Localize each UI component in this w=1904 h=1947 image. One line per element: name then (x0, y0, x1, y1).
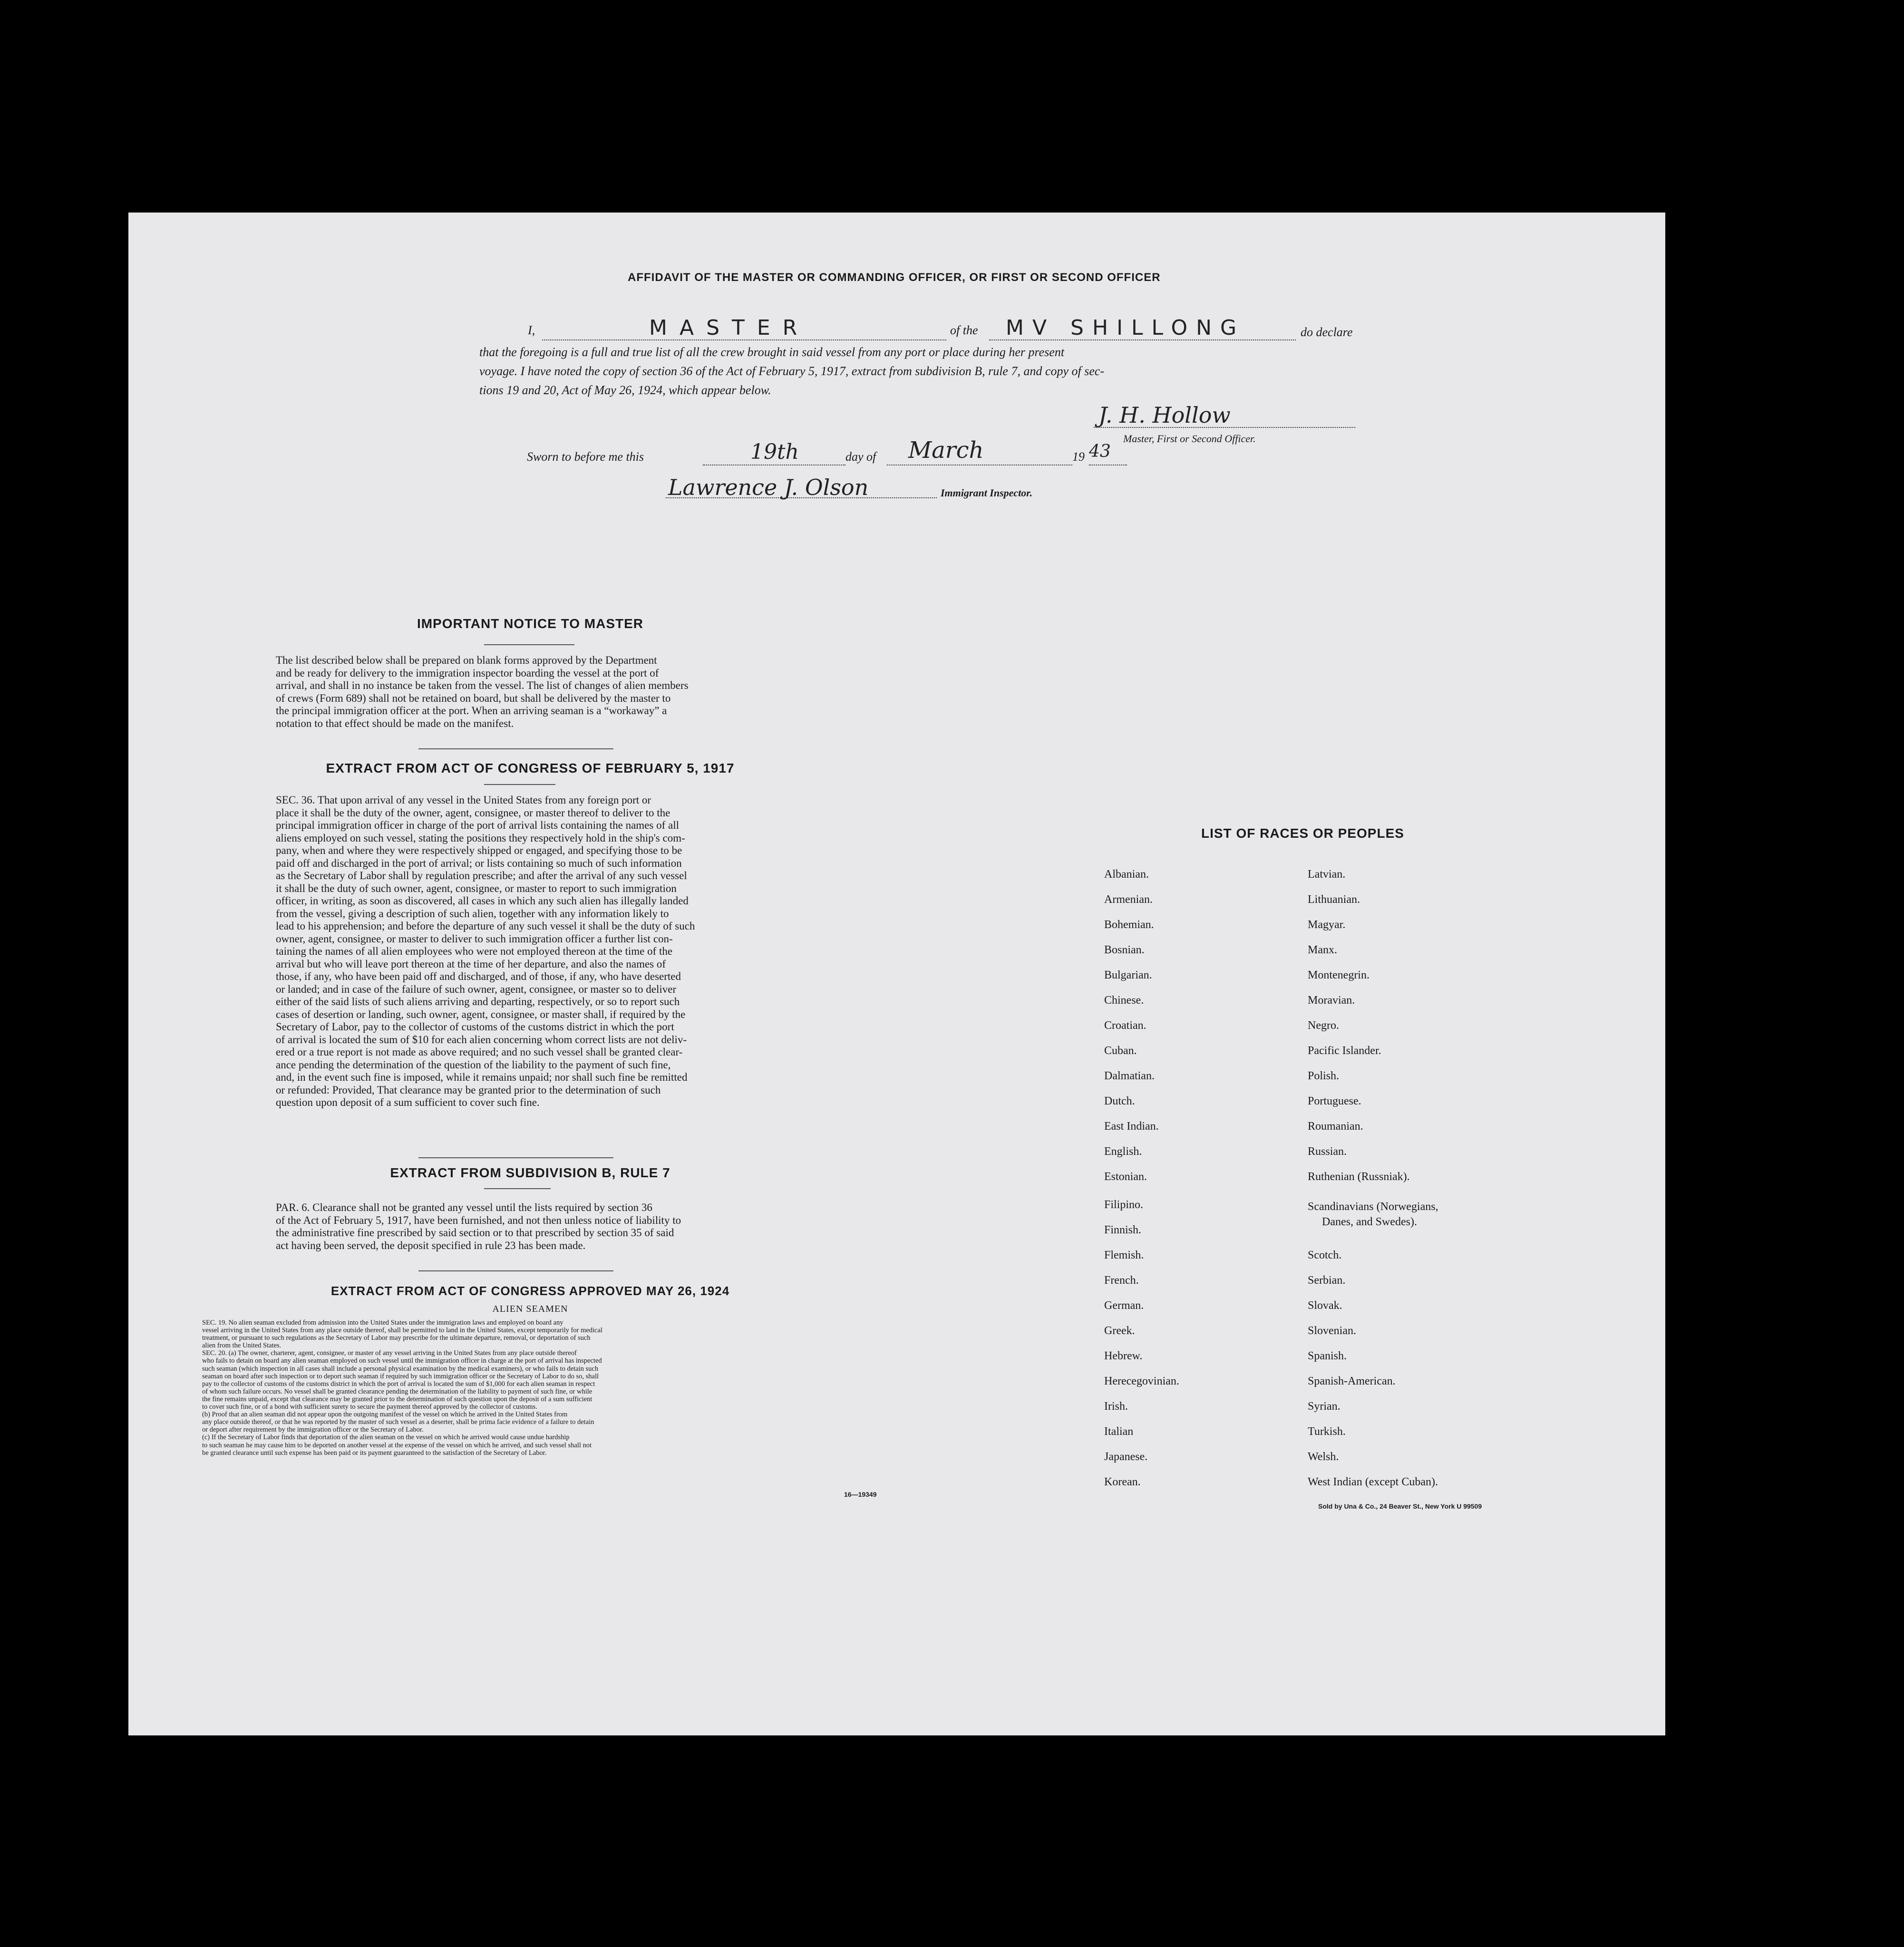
race-item: Scandinavians (Norwegians, (1308, 1201, 1438, 1213)
race-item: Magyar. (1308, 919, 1346, 931)
race-item: Albanian. (1104, 868, 1149, 881)
form-number: 16—19349 (844, 1491, 877, 1498)
race-item: German. (1104, 1299, 1144, 1312)
race-item: Pacific Islander. (1308, 1045, 1381, 1057)
act-1924-subtitle: ALIEN SEAMEN (492, 1304, 568, 1314)
declaration-line: tions 19 and 20, Act of May 26, 1924, which appear below. (479, 383, 771, 397)
month-value: March (908, 437, 984, 464)
race-item: Portuguese. (1308, 1095, 1361, 1107)
race-item: Syrian. (1308, 1400, 1341, 1413)
master-name-value: MASTER (649, 316, 810, 340)
inspector-signature-field[interactable] (666, 475, 937, 500)
race-item: Estonian. (1104, 1171, 1147, 1183)
divider (418, 1270, 613, 1271)
year-field[interactable] (1089, 442, 1127, 465)
declare-label: do declare (1301, 325, 1353, 339)
race-item: Scotch. (1308, 1249, 1342, 1261)
race-item: Cuban. (1104, 1045, 1137, 1057)
race-item: Ruthenian (Russniak). (1308, 1171, 1410, 1183)
inspector-caption: Immigrant Inspector. (941, 487, 1033, 499)
race-item: English. (1104, 1145, 1142, 1158)
act-1924-title: EXTRACT FROM ACT OF CONGRESS APPROVED MAY 26, 1924 (330, 1284, 730, 1298)
month-field[interactable] (887, 437, 1072, 465)
inspector-signature: Lawrence J. Olson (668, 475, 869, 500)
race-item: Russian. (1308, 1145, 1347, 1158)
race-item: Montenegrin. (1308, 969, 1370, 981)
i-label: I, (528, 323, 535, 337)
race-item: Japanese. (1104, 1451, 1148, 1463)
race-item: Spanish-American. (1308, 1375, 1396, 1387)
declaration-line: that the foregoing is a full and true list of all the crew brought in said vessel from any port or place during her present (479, 345, 1065, 359)
race-item: Dalmatian. (1104, 1070, 1155, 1082)
master-signature-field[interactable] (1094, 402, 1355, 428)
race-item: Chinese. (1104, 994, 1144, 1007)
race-item: French. (1104, 1274, 1139, 1287)
binder-hole (1731, 677, 1755, 701)
declaration-line: voyage. I have noted the copy of section 36 of the Act of February 5, 1917, extract from subdivision B, rule 7, and copy of sec- (479, 364, 1105, 378)
notice-title: IMPORTANT NOTICE TO MASTER (417, 616, 644, 631)
race-item: Flemish. (1104, 1249, 1144, 1261)
act-1917-text: SEC. 36. That upon arrival of any vessel in the United States from any foreign port or place it shall be the duty of the owner, agent, consignee, or master thereof to deliver to the principal immigration officer in charge of the port of arrival lists containing the names of all aliens employed on such vessel, stating the positions they respectively hold in the ship's com- pany, when and where they were respectively shipped or engaged, and specifying those to be paid off and discharged in the port of arrival; or lists containing so much of such information as the Secretary of Labor shall by regulation prescribe; and after the arrival of any such vessel it shall be the duty of such owner, agent, consignee, or master to report to such immigration officer, in writing, as soon as discovered, all cases in which any such alien has illegally landed from the vessel, giving a description of such alien, together with any information likely to lead to his apprehension; and before the departure of any such vessel it shall be the duty of such owner, agent, consignee, or master to deliver to such immigration officer a further list con- taining the names of all alien employees who were not employed thereon at the time of the arrival but who will leave port thereon at the time of her departure, and also the names of those, if any, who have been paid off and discharged, and of those, if any, who have deserted or landed; and in case of the failure of such owner, agent, consignee, or master so to deliver either of the said lists of such aliens arriving and departing, respectively, or so to report such cases of desertion or landing, such owner, agent, consignee, or master shall, if required by the Secretary of Labor, pay to the collector of customs of the customs district in which the port of arrival is located the sum of $10 for each alien concerning whom correct lists are not deliv- ered or a true report is not made as above required; and no such vessel shall be granted clear- ance pending the determination of the question of the liability to the payment of such fine, and, in the event such fine is imposed, while it remains unpaid; nor shall such fine be remitted or refunded: Provided, That clearance may be granted prior to the determination of such question upon deposit of a sum sufficient to cover such fine. (276, 794, 695, 1108)
race-item: Dutch. (1104, 1095, 1135, 1107)
day-field[interactable] (703, 440, 845, 465)
binder-hole (1733, 383, 1757, 407)
race-item: Croatian. (1104, 1019, 1146, 1032)
race-item: Bosnian. (1104, 944, 1145, 956)
race-item: Serbian. (1308, 1274, 1346, 1287)
year-prefix: 19 (1072, 450, 1085, 464)
race-item: Irish. (1104, 1400, 1128, 1413)
divider (418, 1157, 613, 1158)
divider (484, 644, 574, 645)
race-item: Greek. (1104, 1325, 1135, 1337)
race-item: Moravian. (1308, 994, 1355, 1007)
vessel-name-value: MV SHILLONG (1006, 316, 1245, 340)
race-item: Spanish. (1308, 1350, 1347, 1362)
race-item: Hebrew. (1104, 1350, 1143, 1362)
divider (484, 784, 555, 785)
vessel-name-field[interactable] (989, 316, 1296, 340)
race-item: Armenian. (1104, 893, 1153, 906)
divider (418, 748, 613, 749)
race-item: Negro. (1308, 1019, 1339, 1032)
race-item: Danes, and Swedes). (1322, 1216, 1417, 1228)
race-item: Welsh. (1308, 1451, 1339, 1463)
race-item: Slovak. (1308, 1299, 1342, 1312)
binder-hole (1733, 456, 1757, 480)
affidavit-title: AFFIDAVIT OF THE MASTER OR COMMANDING OFFICER, OR FIRST OR SECOND OFFICER (628, 271, 1161, 284)
master-signature: J. H. Hollow (1098, 402, 1231, 428)
race-item: Latvian. (1308, 868, 1346, 881)
day-of-label: day of (845, 450, 876, 464)
race-item: Finnish. (1104, 1224, 1142, 1236)
race-item: Herecegovinian. (1104, 1375, 1179, 1387)
act-1917-title: EXTRACT FROM ACT OF CONGRESS OF FEBRUARY 5, 1917 (326, 761, 735, 775)
publisher-footer: Sold by Una & Co., 24 Beaver St., New York U 99509 (1318, 1502, 1482, 1510)
master-name-field[interactable] (542, 316, 946, 340)
races-title: LIST OF RACES OR PEOPLES (1201, 826, 1404, 841)
rule-7-text: PAR. 6. Clearance shall not be granted any vessel until the lists required by section 36 of the Act of February 5, 1917, have been furnished, and not then unless notice of liability to the administrative fine prescribed by said section or to that prescribed by section 35 of said act having been served, the deposit specified in rule 23 has been made. (276, 1201, 681, 1251)
year-value: 43 (1089, 442, 1111, 461)
race-item: West Indian (except Cuban). (1308, 1476, 1438, 1488)
sworn-label: Sworn to before me this (527, 450, 644, 464)
divider (484, 1188, 551, 1189)
binder-hole (1731, 753, 1755, 776)
binder-hole (1729, 1542, 1752, 1566)
act-1924-text: SEC. 19. No alien seaman excluded from admission into the United States under the immigration laws and employed on board any vessel arriving in the United States from any place outside thereof, shall be permitted to land in the United States, except temporarily for medical treatment, or pursuant to such regulations as the Secretary of Labor may prescribe for the ultimate departure, removal, or deportation of such alien from the United States. SEC. 20. (a) The owner, charterer, agent, consignee, or master of any vessel arriving in the United States from any place outside thereof who fails to detain on board any alien seaman employed on such vessel until the immigration officer in charge at the port of arrival has inspected such seaman (which inspection in all cases shall include a personal physical examination by the medical examiners), or who fails to detain such seaman on board after such inspection or to deport such seaman if required by such immigration officer or the Secretary of Labor to do so, shall pay to the collector of customs of the customs district in which the port of arrival is located the sum of $1,000 for each alien seaman in respect of whom such failure occurs. No vessel shall be granted clearance pending the determination of the liability to payment of such fine, or while the fine remains unpaid, except that clearance may be granted prior to the determination of such question upon the deposit of a sum sufficient to cover such fine, or of a bond with sufficient surety to secure the payment thereof approved by the collector of customs. (b) Proof that an alien seaman did not appear upon the outgoing manifest of the vessel on which he arrived in the United States from any place outside thereof, or that he was reported by the master of such vessel as a deserter, shall be prima facie evidence of a failure to detain or deport after requirement by the immigration officer or the Secretary of Labor. (c) If the Secretary of Labor finds that deportation of the alien seaman on the vessel on which he arrived would cause undue hardship to such seaman he may cause him to be deported on another vessel at the expense of the vessel on which he arrived, and such vessel shall not be granted clearance until such expense has been paid or its payment guaranteed to the satisfaction of the Secretary of Labor. (202, 1319, 602, 1457)
race-item: Bulgarian. (1104, 969, 1152, 981)
day-value: 19th (750, 440, 799, 464)
race-item: East Indian. (1104, 1120, 1159, 1133)
race-item: Lithuanian. (1308, 893, 1360, 906)
race-item: Manx. (1308, 944, 1337, 956)
notice-text: The list described below shall be prepared on blank forms approved by the Department and be ready for delivery to the immigration inspector boarding the vessel at the port of arrival, and shall in no instance be taken from the vessel. The list of changes of alien members of crews (Form 689) shall not be retained on board, but shall be delivered by the master to the principal immigration officer at the port. When an arriving seaman is a “workaway” a notation to that effect should be made on the manifest. (276, 654, 689, 729)
binder-hole (1731, 1243, 1755, 1267)
race-item: Roumanian. (1308, 1120, 1363, 1133)
race-item: Slovenian. (1308, 1325, 1356, 1337)
race-item: Polish. (1308, 1070, 1340, 1082)
race-item: Italian (1104, 1425, 1134, 1438)
race-item: Turkish. (1308, 1425, 1346, 1438)
of-the-label: of the (950, 323, 978, 337)
binder-hole (1731, 1170, 1755, 1193)
race-item: Korean. (1104, 1476, 1141, 1488)
race-item: Bohemian. (1104, 919, 1154, 931)
master-caption: Master, First or Second Officer. (1123, 433, 1256, 445)
rule-7-title: EXTRACT FROM SUBDIVISION B, RULE 7 (390, 1165, 670, 1180)
binder-hole (1729, 1468, 1752, 1492)
race-item: Filipino. (1104, 1199, 1144, 1211)
